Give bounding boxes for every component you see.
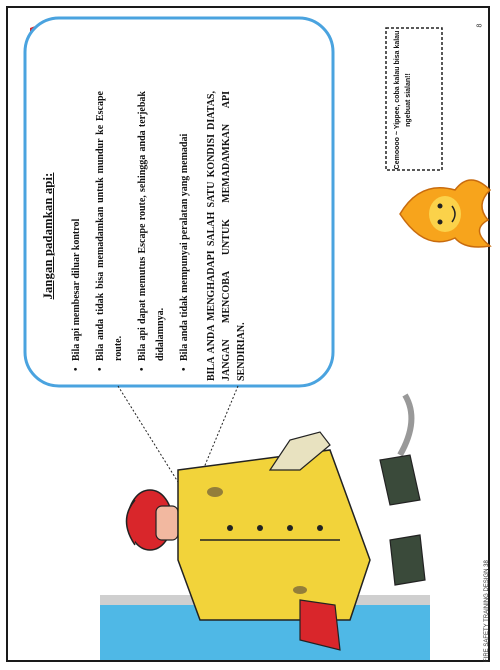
rule-item: • Bila api dapat memutus Escape route, sehingga anda terjebak didalamnya. [134,91,170,371]
flame-character-icon [400,180,490,247]
flame-note-text: Cemoooo ~ Yippee, coba kalau bisa kalau ngebuat sialan!! [394,30,412,170]
page-number: 8 [476,23,484,28]
warning-text: BILA ANDA MENGHADAPI SALAH SATU KONDISI DIATAS, JANGAN MENCOBA UNTUK MEMADAMKAN API SENDIRIAN. [206,91,247,381]
safety-card-text [41,91,253,381]
pointer-line-left [118,386,178,482]
page-footer: FIRE SAFETY TRAINING DESIGN 38 [484,560,490,662]
card-title: Jangan padamkan api: [41,172,55,300]
rule-item: • Bila api membesar diluar kontrol [68,91,86,371]
rule-item: • Bila anda tidak mempunyai peralatan yang memadai [176,91,194,371]
rule-item: • Bila anda tidak bisa memadamkan untuk mundur ke Escape route. [92,91,128,371]
rule-list [68,91,194,381]
